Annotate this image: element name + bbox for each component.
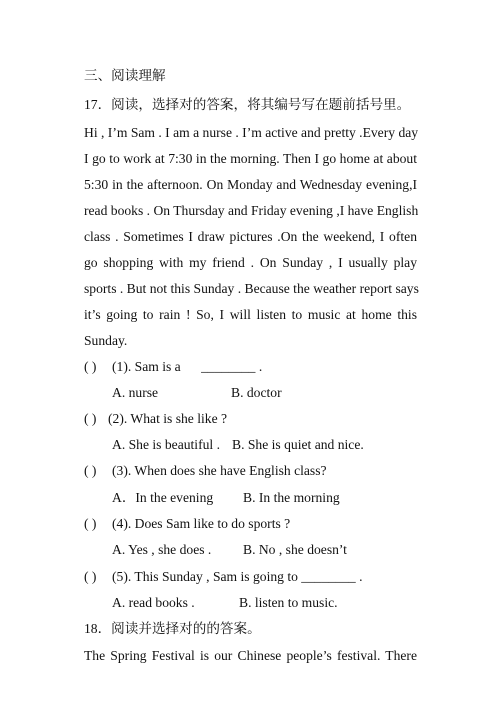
question-2	[84, 410, 417, 427]
option-a: A. nurse	[112, 385, 159, 400]
question-3	[84, 462, 417, 479]
passage-line: The Spring Festival is our Chinese people’s festival. There	[84, 648, 417, 663]
answer-bracket[interactable]: ( )	[84, 463, 97, 478]
question-text: (1). Sam is a ________ .	[112, 359, 263, 374]
q18-instruction: 18．阅读并选择对的的答案。	[84, 621, 261, 636]
passage-line: read books . On Thursday and Friday evening ,I have English	[84, 203, 419, 218]
question-1	[84, 358, 417, 375]
section-title: 三、阅读理解	[84, 68, 166, 83]
q17-instruction: 17．阅读，选择对的答案，将其编号写在题前括号里。	[84, 97, 411, 112]
question-4	[84, 515, 417, 532]
option-b: B. listen to music.	[239, 595, 338, 610]
passage-line: 5:30 in the afternoon. On Monday and Wednesday evening,I	[84, 177, 417, 192]
passage-line: go shopping with my friend . On Sunday , I usually play	[84, 255, 417, 270]
option-b: B. No , she doesn’t	[243, 542, 347, 557]
question-text: (2). What is she like ?	[108, 411, 228, 426]
option-b: B. In the morning	[243, 490, 340, 505]
question-text: (4). Does Sam like to do sports ?	[112, 516, 291, 531]
option-a: A. She is beautiful .	[112, 437, 220, 452]
option-a: A. read books .	[112, 595, 195, 610]
passage-line: I go to work at 7:30 in the morning. Then I go home at about	[84, 151, 417, 166]
passage-line: class . Sometimes I draw pictures .On the weekend, I often	[84, 229, 417, 244]
option-b: B. She is quiet and nice.	[232, 437, 364, 452]
passage-line: sports . But not this Sunday . Because the weather report says	[84, 281, 419, 296]
passage-line: Hi , I’m Sam . I am a nurse . I’m active and pretty .Every day	[84, 125, 419, 140]
answer-bracket[interactable]: ( )	[84, 359, 97, 374]
option-a: A. Yes , she does .	[112, 542, 212, 557]
answer-bracket[interactable]: ( )	[84, 411, 97, 426]
question-text: (5). This Sunday , Sam is going to ________ .	[112, 569, 363, 584]
passage-line: it’s going to rain ! So, I will listen to music at home this	[84, 307, 417, 322]
option-a: A．In the evening	[112, 490, 214, 505]
answer-bracket[interactable]: ( )	[84, 516, 97, 531]
option-b: B. doctor	[231, 385, 282, 400]
question-text: (3). When does she have English class?	[112, 463, 327, 478]
answer-bracket[interactable]: ( )	[84, 569, 97, 584]
passage-line: Sunday.	[84, 333, 128, 348]
question-5	[84, 568, 417, 585]
